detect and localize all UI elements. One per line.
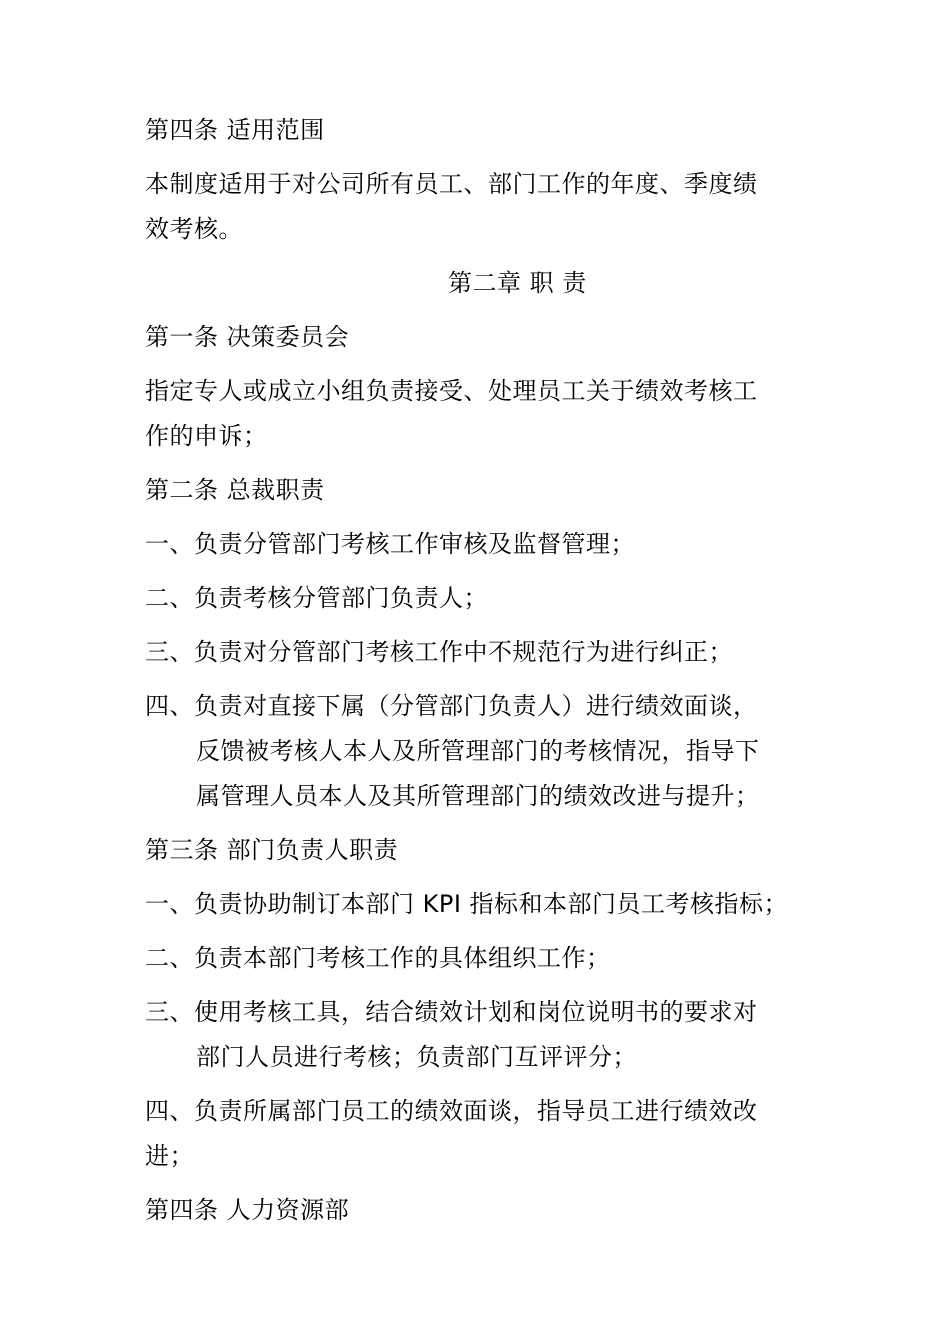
list-item: 四、负责所属部门员工的绩效面谈，指导员工进行绩效改 — [145, 1097, 758, 1125]
article-heading: 第一条 决策委员会 — [145, 323, 350, 351]
list-item: 二、负责本部门考核工作的具体组织工作； — [145, 944, 611, 972]
article-heading: 第四条 适用范围 — [145, 116, 325, 144]
paragraph-line: 指定专人或成立小组负责接受、处理员工关于绩效考核工 — [145, 377, 758, 405]
list-item-continuation: 进； — [145, 1142, 194, 1170]
article-heading: 第四条 人力资源部 — [145, 1196, 350, 1224]
paragraph-line: 本制度适用于对公司所有员工、部门工作的年度、季度绩 — [145, 170, 758, 198]
list-item: 三、使用考核工具，结合绩效计划和岗位说明书的要求对 — [145, 998, 758, 1026]
list-item: 四、负责对直接下属（分管部门负责人）进行绩效面谈， — [145, 692, 758, 720]
list-item: 三、负责对分管部门考核工作中不规范行为进行纠正； — [145, 638, 733, 666]
list-item: 一、负责分管部门考核工作审核及监督管理； — [145, 530, 635, 558]
list-item: 一、负责协助制订本部门 KPI 指标和本部门员工考核指标； — [145, 890, 789, 918]
list-item-continuation: 反馈被考核人本人及所管理部门的考核情况，指导下 — [196, 737, 760, 765]
list-item-continuation: 部门人员进行考核；负责部门互评评分； — [196, 1043, 637, 1071]
chapter-title: 第二章 职 责 — [448, 269, 587, 297]
article-heading: 第三条 部门负责人职责 — [145, 836, 399, 864]
article-heading: 第二条 总裁职责 — [145, 476, 325, 504]
list-item: 二、负责考核分管部门负责人； — [145, 584, 488, 612]
list-item-continuation: 属管理人员本人及其所管理部门的绩效改进与提升； — [196, 782, 760, 810]
paragraph-line: 作的申诉； — [145, 422, 268, 450]
paragraph-line: 效考核。 — [145, 215, 243, 243]
